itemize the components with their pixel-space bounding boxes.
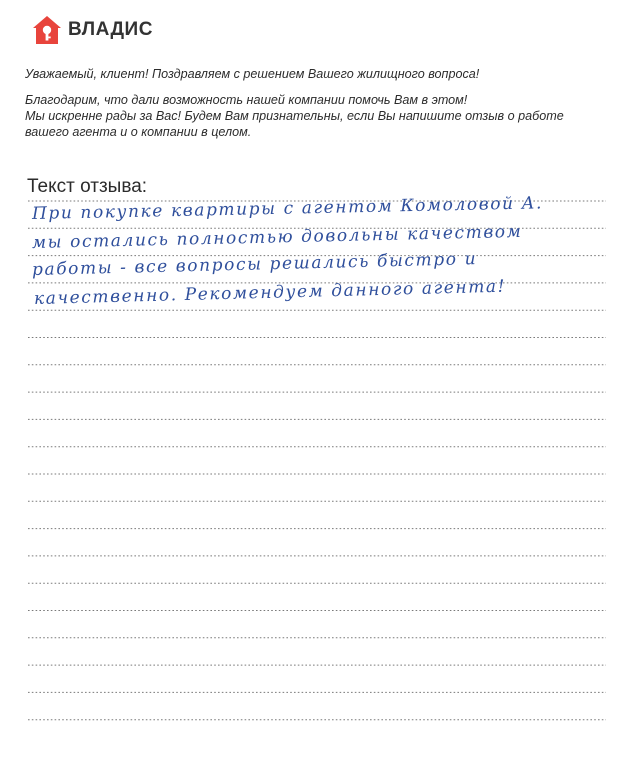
handwritten-line: При покупке квартиры с агентом Комоловой А. — [31, 193, 544, 224]
thanks-line-2: Мы искренне рады за Вас! Будем Вам признательны, если Вы напишите отзыв о работе — [25, 109, 564, 123]
brand-name: ВЛАДИС — [68, 19, 153, 40]
thanks-line-3: вашего агента и о компании в целом. — [25, 125, 252, 139]
review-title: Текст отзыва: — [27, 176, 148, 197]
thanks-line-1: Благодарим, что дали возможность нашей компании помочь Вам в этом! — [25, 93, 468, 107]
handwritten-line: качественно. Рекомендуем данного агента! — [33, 276, 507, 309]
handwritten-line: мы остались полностью довольны качеством — [31, 221, 523, 253]
handwritten-line: работы - все вопросы решались быстро и — [31, 249, 478, 280]
greeting: Уважаемый, клиент! Поздравляем с решением Вашего жилищного вопроса! — [25, 67, 480, 81]
